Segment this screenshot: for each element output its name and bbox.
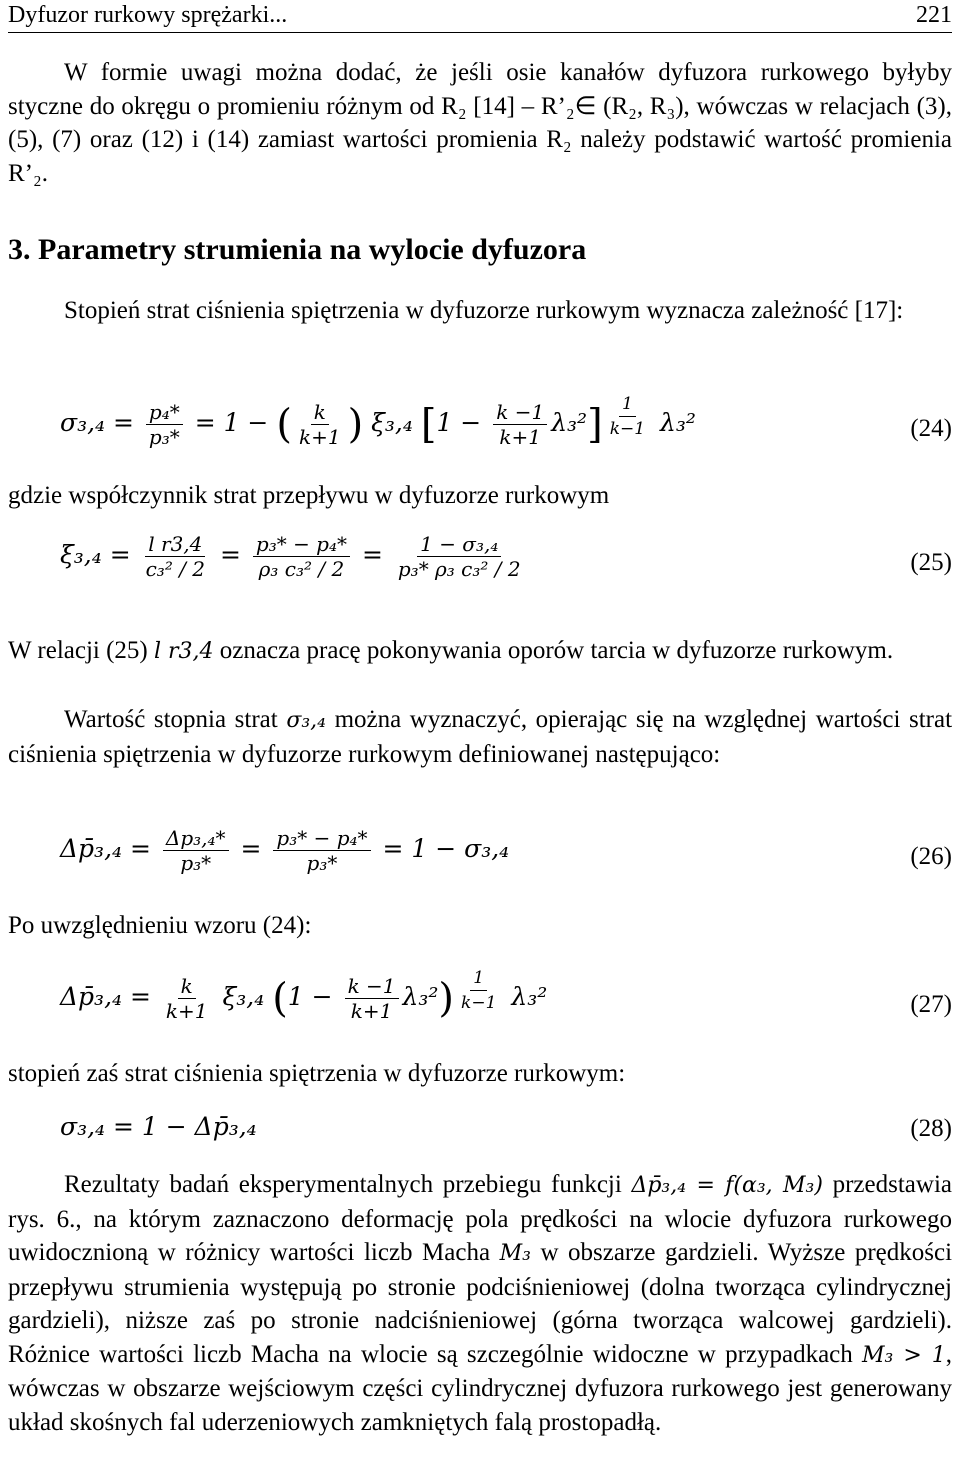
eq27-k2-den: k+1: [350, 999, 393, 1023]
eq27-fraction-k2: [345, 974, 399, 1023]
equation-number-24: (24): [910, 415, 952, 442]
eq24-f1-den: p₃*: [148, 425, 180, 449]
eq27-k-den: k+1: [165, 999, 208, 1023]
running-header: [8, 0, 952, 33]
eq25-f1-den: c₃² / 2: [145, 557, 206, 581]
eq27-exponent: [458, 966, 499, 1015]
equation-27: [60, 966, 547, 1023]
eq27-fraction-k: [163, 974, 211, 1023]
p7-function: Δp̄₃,₄ = f(α₃, M₃): [631, 1173, 823, 1198]
p3-text-b: oznacza pracę pokonywania oporów tarcia w dyfuzorze rurkowym.: [219, 637, 894, 664]
paragraph-results: [8, 1168, 952, 1439]
eq27-exp-den: k−1: [461, 993, 497, 1013]
p7-mach: M₃: [499, 1241, 531, 1266]
eq24-lhs: σ₃,₄ =: [60, 408, 134, 437]
eq24-k-den: k+1: [298, 425, 341, 449]
paragraph-flow-loss: gdzie współczynnik strat przepływu w dyfuzorze rurkowym: [8, 482, 610, 509]
eq26-fraction-1: [163, 826, 229, 875]
eq25-lhs: ξ₃,₄ =: [60, 540, 131, 569]
p4-text-a: Wartość stopnia strat: [64, 706, 278, 733]
eq26-eq: =: [240, 834, 262, 863]
p7-text-a: Rezultaty badań eksperymentalnych przebiegu funkcji: [64, 1171, 622, 1198]
paragraph-after-24: Po uwzględnieniu wzoru (24):: [8, 912, 312, 939]
eq24-exponent: [607, 392, 648, 441]
eq24-lambda: λ₃²: [551, 408, 588, 437]
p7-text-b: przedstawia rys. 6., na którym zaznaczono deformację pola prędkości na wlocie dyfuzora rurkowego uwidocznioną w różnicy wartości liczb Macha: [8, 1171, 952, 1266]
eq24-k-num: k: [311, 400, 329, 425]
eq26-lhs: Δp̄₃,₄ =: [60, 834, 151, 863]
paragraph-friction-work: [8, 634, 952, 669]
equation-number-28: (28): [910, 1115, 952, 1142]
p4-text-b: można wyznaczyć, opierając się na względnej wartości strat ciśnienia spiętrzenia w dyfuzorze rurkowym definiowanej następująco:: [8, 706, 953, 768]
eq25-fraction-3: [395, 532, 524, 581]
p3-symbol: l r3,4: [154, 639, 214, 664]
eq24-rparen: ): [347, 401, 364, 448]
eq24-lambda2: λ₃²: [660, 408, 696, 437]
eq24-fraction-k: [296, 400, 344, 449]
paragraph-loss-degree: [8, 703, 952, 771]
eq27-lhs: Δp̄₃,₄ =: [60, 982, 151, 1011]
equation-24: [60, 392, 696, 449]
eq27-one: 1 −: [287, 982, 333, 1011]
eq26-f2-num: p₃* − p₄*: [273, 826, 370, 851]
eq25-f2-den: ρ₃ c₃² / 2: [258, 557, 345, 581]
equation-number-26: (26): [910, 843, 952, 870]
intro-paragraph: W formie uwagi można dodać, że jeśli osie kanałów dyfuzora rurkowego byłyby styczne do okręgu o promieniu różnym od R₂ [14] – R’₂∈ (R₂, R₃), wówczas w relacjach (3), (5), (7) oraz (12) i (14) zamiast wartości promienia R₂ należy podstawić wartość promienia R’₂.: [8, 59, 952, 187]
p4-symbol: σ₃,₄: [286, 708, 326, 733]
eq24-lbracket: [: [420, 401, 437, 448]
equation-number-25: (25): [910, 549, 952, 576]
eq27-k2-num: k −1: [345, 974, 399, 999]
eq25-eq: =: [219, 540, 241, 569]
eq24-exp-den: k−1: [609, 419, 646, 439]
eq25-f1-num: l r3,4: [145, 532, 205, 557]
eq24-k2-num: k −1: [493, 400, 547, 425]
equation-28: [60, 1112, 257, 1141]
eq24-fraction-p: [146, 400, 183, 449]
equation-26: [60, 826, 509, 875]
eq25-fraction-2: [253, 532, 350, 581]
eq24-mid: = 1 −: [194, 408, 269, 437]
eq25-f3-den: p₃* ρ₃ c₃² / 2: [397, 557, 521, 581]
eq26-f2-den: p₃*: [306, 851, 338, 875]
eq25-eq2: =: [361, 540, 383, 569]
p7-text-c: w obszarze gardzieli. Wyższe prędkości przepływu strumienia występują po stronie podciśnieniowej (dolna tworząca cylindrycznej gardzieli), niższe zaś po stronie nadciśnieniowej (górna tworząca walcowej gardzieli). Różnice wartości liczb Macha na wlocie są szczególnie widoczne w przypadkach: [8, 1239, 953, 1368]
eq27-lambda: λ₃²: [402, 982, 439, 1011]
paragraph-loss-stagnation: stopień zaś strat ciśnienia spiętrzenia w dyfuzorze rurkowym:: [8, 1060, 626, 1087]
eq25-f3-num: 1 − σ₃,₄: [417, 532, 501, 557]
eq24-exp-num: 1: [619, 392, 636, 417]
eq26-rhs: = 1 − σ₃,₄: [382, 834, 510, 863]
eq26-f1-num: Δp₃,₄*: [163, 826, 229, 851]
eq24-k2-den: k+1: [499, 425, 541, 449]
eq24-rbracket: ]: [587, 401, 603, 448]
running-title: Dyfuzor rurkowy sprężarki...: [8, 2, 288, 28]
equation-number-27: (27): [910, 991, 952, 1018]
eq24-lparen: (: [276, 401, 292, 448]
eq26-fraction-2: [273, 826, 370, 875]
eq27-lambda2: λ₃²: [511, 982, 548, 1011]
equation-25: [60, 532, 528, 581]
eq24-fraction-k2: [493, 400, 547, 449]
eq28-expr: σ₃,₄ = 1 − Δp̄₃,₄: [60, 1112, 257, 1141]
eq26-f1-den: p₃*: [180, 851, 212, 875]
paragraph-loss-coefficient: Stopień strat ciśnienia spiętrzenia w dyfuzorze rurkowym wyznacza zależność [17]:: [64, 297, 904, 324]
p7-condition: M₃ > 1: [862, 1342, 946, 1368]
eq27-rparen: ): [438, 975, 455, 1022]
p7-text-d: , wówczas w obszarze wejściowym części cylindrycznej dyfuzora rurkowego jest generowany układ skośnych fal uderzeniowych zamkniętych falą prostopadłą.: [8, 1340, 953, 1436]
page-number: 221: [916, 2, 952, 28]
eq24-f1-num: p₄*: [146, 400, 183, 425]
eq25-fraction-1: [143, 532, 208, 581]
p3-text-a: W relacji (25): [8, 637, 148, 664]
section-heading: 3. Parametry strumienia na wylocie dyfuzora: [8, 233, 587, 266]
eq27-lparen: (: [272, 975, 288, 1022]
eq24-xi: ξ₃,₄: [371, 408, 413, 437]
eq27-exp-num: 1: [470, 966, 487, 991]
eq27-xi: ξ₃,₄: [222, 982, 265, 1011]
eq24-one: 1 −: [436, 408, 482, 437]
eq27-k-num: k: [178, 974, 196, 999]
eq25-f2-num: p₃* − p₄*: [253, 532, 350, 557]
